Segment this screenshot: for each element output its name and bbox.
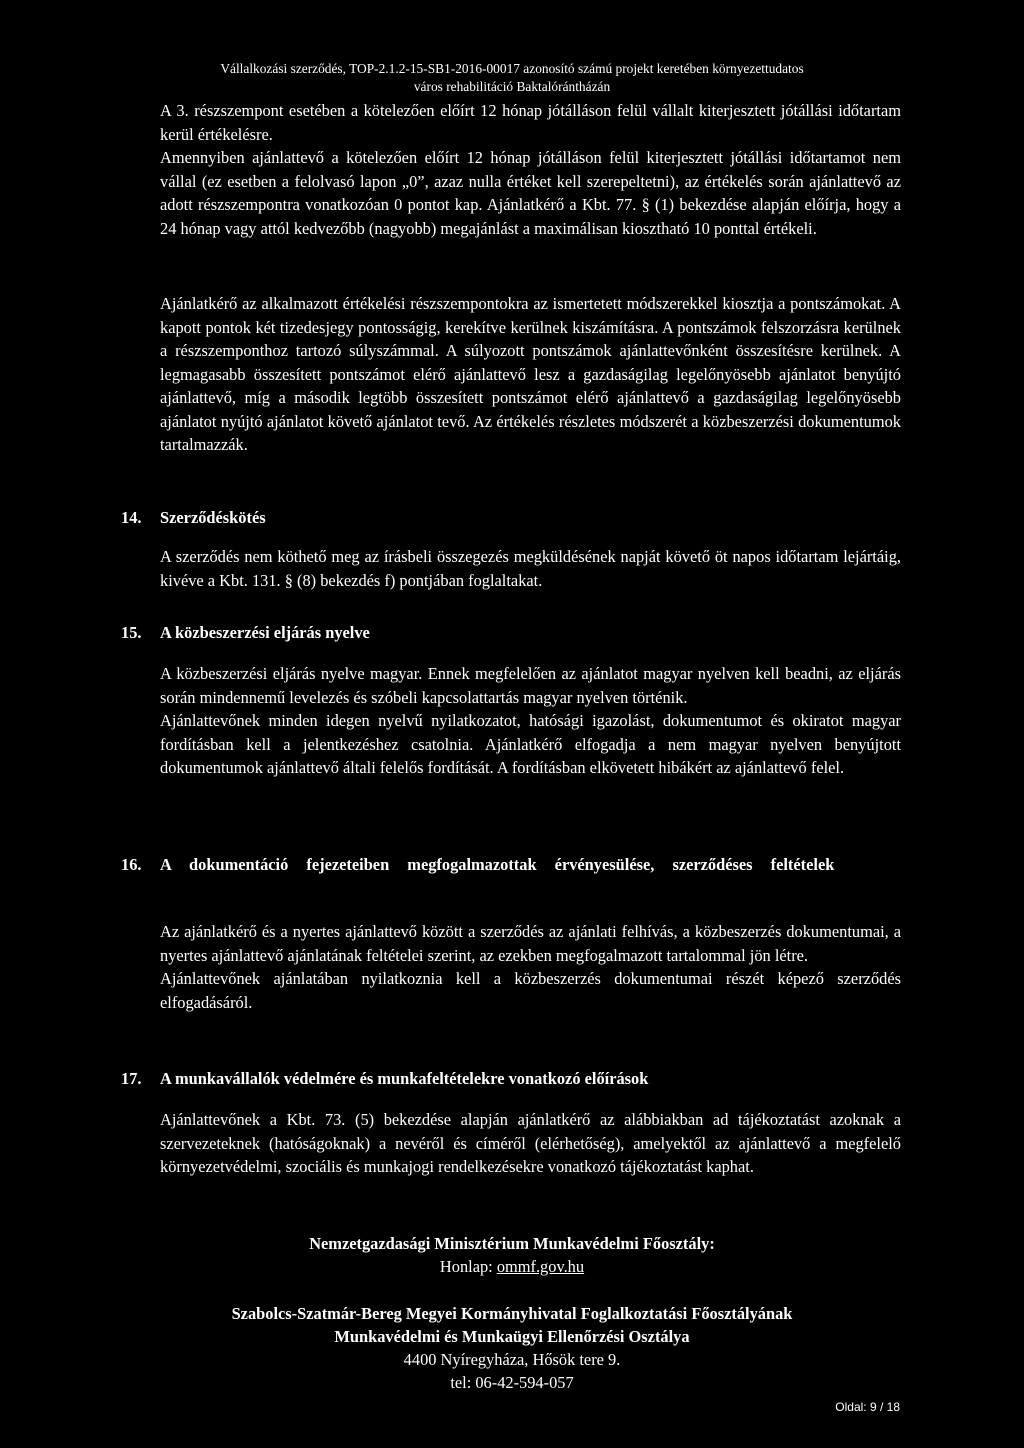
section-17-body <box>160 1108 901 1179</box>
header-line-2: város rehabilitáció Baktalórántházán <box>413 78 611 94</box>
section-17-title: A munkavállalók védelmére és munkafeltételekre vonatkozó előírások <box>160 1069 649 1088</box>
page-header <box>0 60 1024 95</box>
section-17-paragraph: Ajánlattevőnek a Kbt. 73. (5) bekezdése alapján ajánlatkérő az alábbiakban ad tájékoztatást azoknak a szervezeteknek (hatóságoknak) a nevéről és címéről (elérhetőség), amelyektől az ajánlattevő a megfelelő környezetvédelmi, szociális és munkajogi rendelkezésekre vonatkozó tájékoztatást kaphat. <box>160 1110 901 1176</box>
section-14-title: Szerződéskötés <box>160 508 266 527</box>
section-17-number: 17. <box>121 1069 142 1088</box>
section-15-title: A közbeszerzési eljárás nyelve <box>160 623 370 642</box>
contact-2-name-line-2: Munkavédelmi és Munkaügyi Ellenőrzési Osztálya <box>334 1327 690 1346</box>
contact-2-phone: tel: 06-42-594-057 <box>450 1373 574 1392</box>
intro-paragraph-2: Amennyiben ajánlattevő a kötelezően előírt 12 hónap jótálláson felül kiterjesztett jótállási időtartamot nem vállal (ez esetben a felolvasó lapon „0”, azaz nulla értéket kell szerepeltetni), az értékelés során ajánlattevő az adott részszempontra vonatkozóan 0 pontot kap. Ajánlatkérő a Kbt. 77. § (1) bekezdése alapján előírja, hogy a 24 hónap vagy attól kedvezőbb (nagyobb) megajánlást a maximálisan kiosztható 10 ponttal értékeli. <box>160 148 901 238</box>
section-14-body <box>160 545 901 592</box>
homepage-label: Honlap: <box>439 1257 497 1276</box>
section-15-body <box>160 662 901 780</box>
contact-2-address: 4400 Nyíregyháza, Hősök tere 9. <box>403 1350 621 1369</box>
header-line-1: Vállalkozási szerződés, TOP-2.1.2-15-SB1-2016-00017 azonosító számú projekt keretében környezettudatos <box>220 61 804 76</box>
section-16-body <box>160 920 901 1014</box>
contact-1-homepage <box>0 1255 1024 1279</box>
section-14-number: 14. <box>121 508 142 527</box>
section-16-number: 16. <box>121 855 142 874</box>
section-16-paragraph-2: Ajánlattevőnek ajánlatában nyilatkoznia kell a közbeszerzés dokumentumai részét képező szerződés elfogadásáról. <box>160 969 901 1012</box>
section-15-paragraph-1: A közbeszerzési eljárás nyelve magyar. Ennek megfelelően az ajánlatot magyar nyelven kell beadni, az eljárás során mindennemű levelezés és szóbeli kapcsolattartás magyar nyelven történik. <box>160 664 901 707</box>
intro-paragraph-3: Ajánlatkérő az alkalmazott értékelési részszempontokra az ismertetett módszerekkel kiosztja a pontszámokat. A kapott pontok két tizedesjegy pontosságig, kerekítve kerülnek kiszámításra. A pontszámok felszorzásra kerülnek a részszemponthoz tartozó súlyszámmal. A súlyozott pontszámok ajánlattevőnként összesítésre kerülnek. A legmagasabb összesített pontszámot elérő ajánlattevő lesz a gazdaságilag legelőnyösebb ajánlatot benyújtó ajánlattevő, míg a második legtöbb összesített pontszámot elérő ajánlattevő a gazdaságilag legelőnyösebb ajánlatot nyújtó ajánlatot követő ajánlatot tevő. Az értékelés részletes módszerét a közbeszerzési dokumentumok tartalmazzák. <box>160 294 901 454</box>
section-15-number: 15. <box>121 623 142 642</box>
scoring-method-paragraph <box>160 292 901 457</box>
section-15-paragraph-2: Ajánlattevőnek minden idegen nyelvű nyilatkozatot, hatósági igazolást, dokumentumot és okiratot magyar fordításban kell a jelentkezéshez csatolnia. Ajánlatkérő elfogadja a nem magyar nyelven benyújtott dokumentumok ajánlattevő általi felelős fordítását. A fordításban elkövetett hibákért az ajánlattevő felel. <box>160 711 901 777</box>
homepage-link[interactable]: ommf.gov.hu <box>496 1257 585 1276</box>
contact-1-name: Nemzetgazdasági Minisztérium Munkavédelmi Főosztály: <box>309 1234 715 1253</box>
intro-paragraph-1: A 3. részszempont esetében a kötelezően előírt 12 hónap jótálláson felül vállalt kiterjesztett jótállási időtartam kerül értékelésre. <box>160 101 901 144</box>
section-16-paragraph-1: Az ajánlatkérő és a nyertes ajánlattevő között a szerződés az ajánlati felhívás, a közbeszerzés dokumentumai, a nyertes ajánlattevő ajánlatának feltételei szerint, az ezekben megfogalmazott tartalommal jön létre. <box>160 922 901 965</box>
evaluation-section <box>160 99 901 240</box>
contact-2-name-line-1: Szabolcs-Szatmár-Bereg Megyei Kormányhivatal Foglalkoztatási Főosztályának <box>231 1304 793 1323</box>
page-number: Oldal: 9 / 18 <box>835 1400 900 1414</box>
section-14-paragraph: A szerződés nem köthető meg az írásbeli összegezés megküldésének napját követő öt napos időtartam lejártáig, kivéve a Kbt. 131. § (8) bekezdés f) pontjában foglaltakat. <box>160 547 901 590</box>
section-16-title: A dokumentáció fejezeteiben megfogalmazottak érvényesülése, szerződéses feltételek <box>160 855 835 874</box>
